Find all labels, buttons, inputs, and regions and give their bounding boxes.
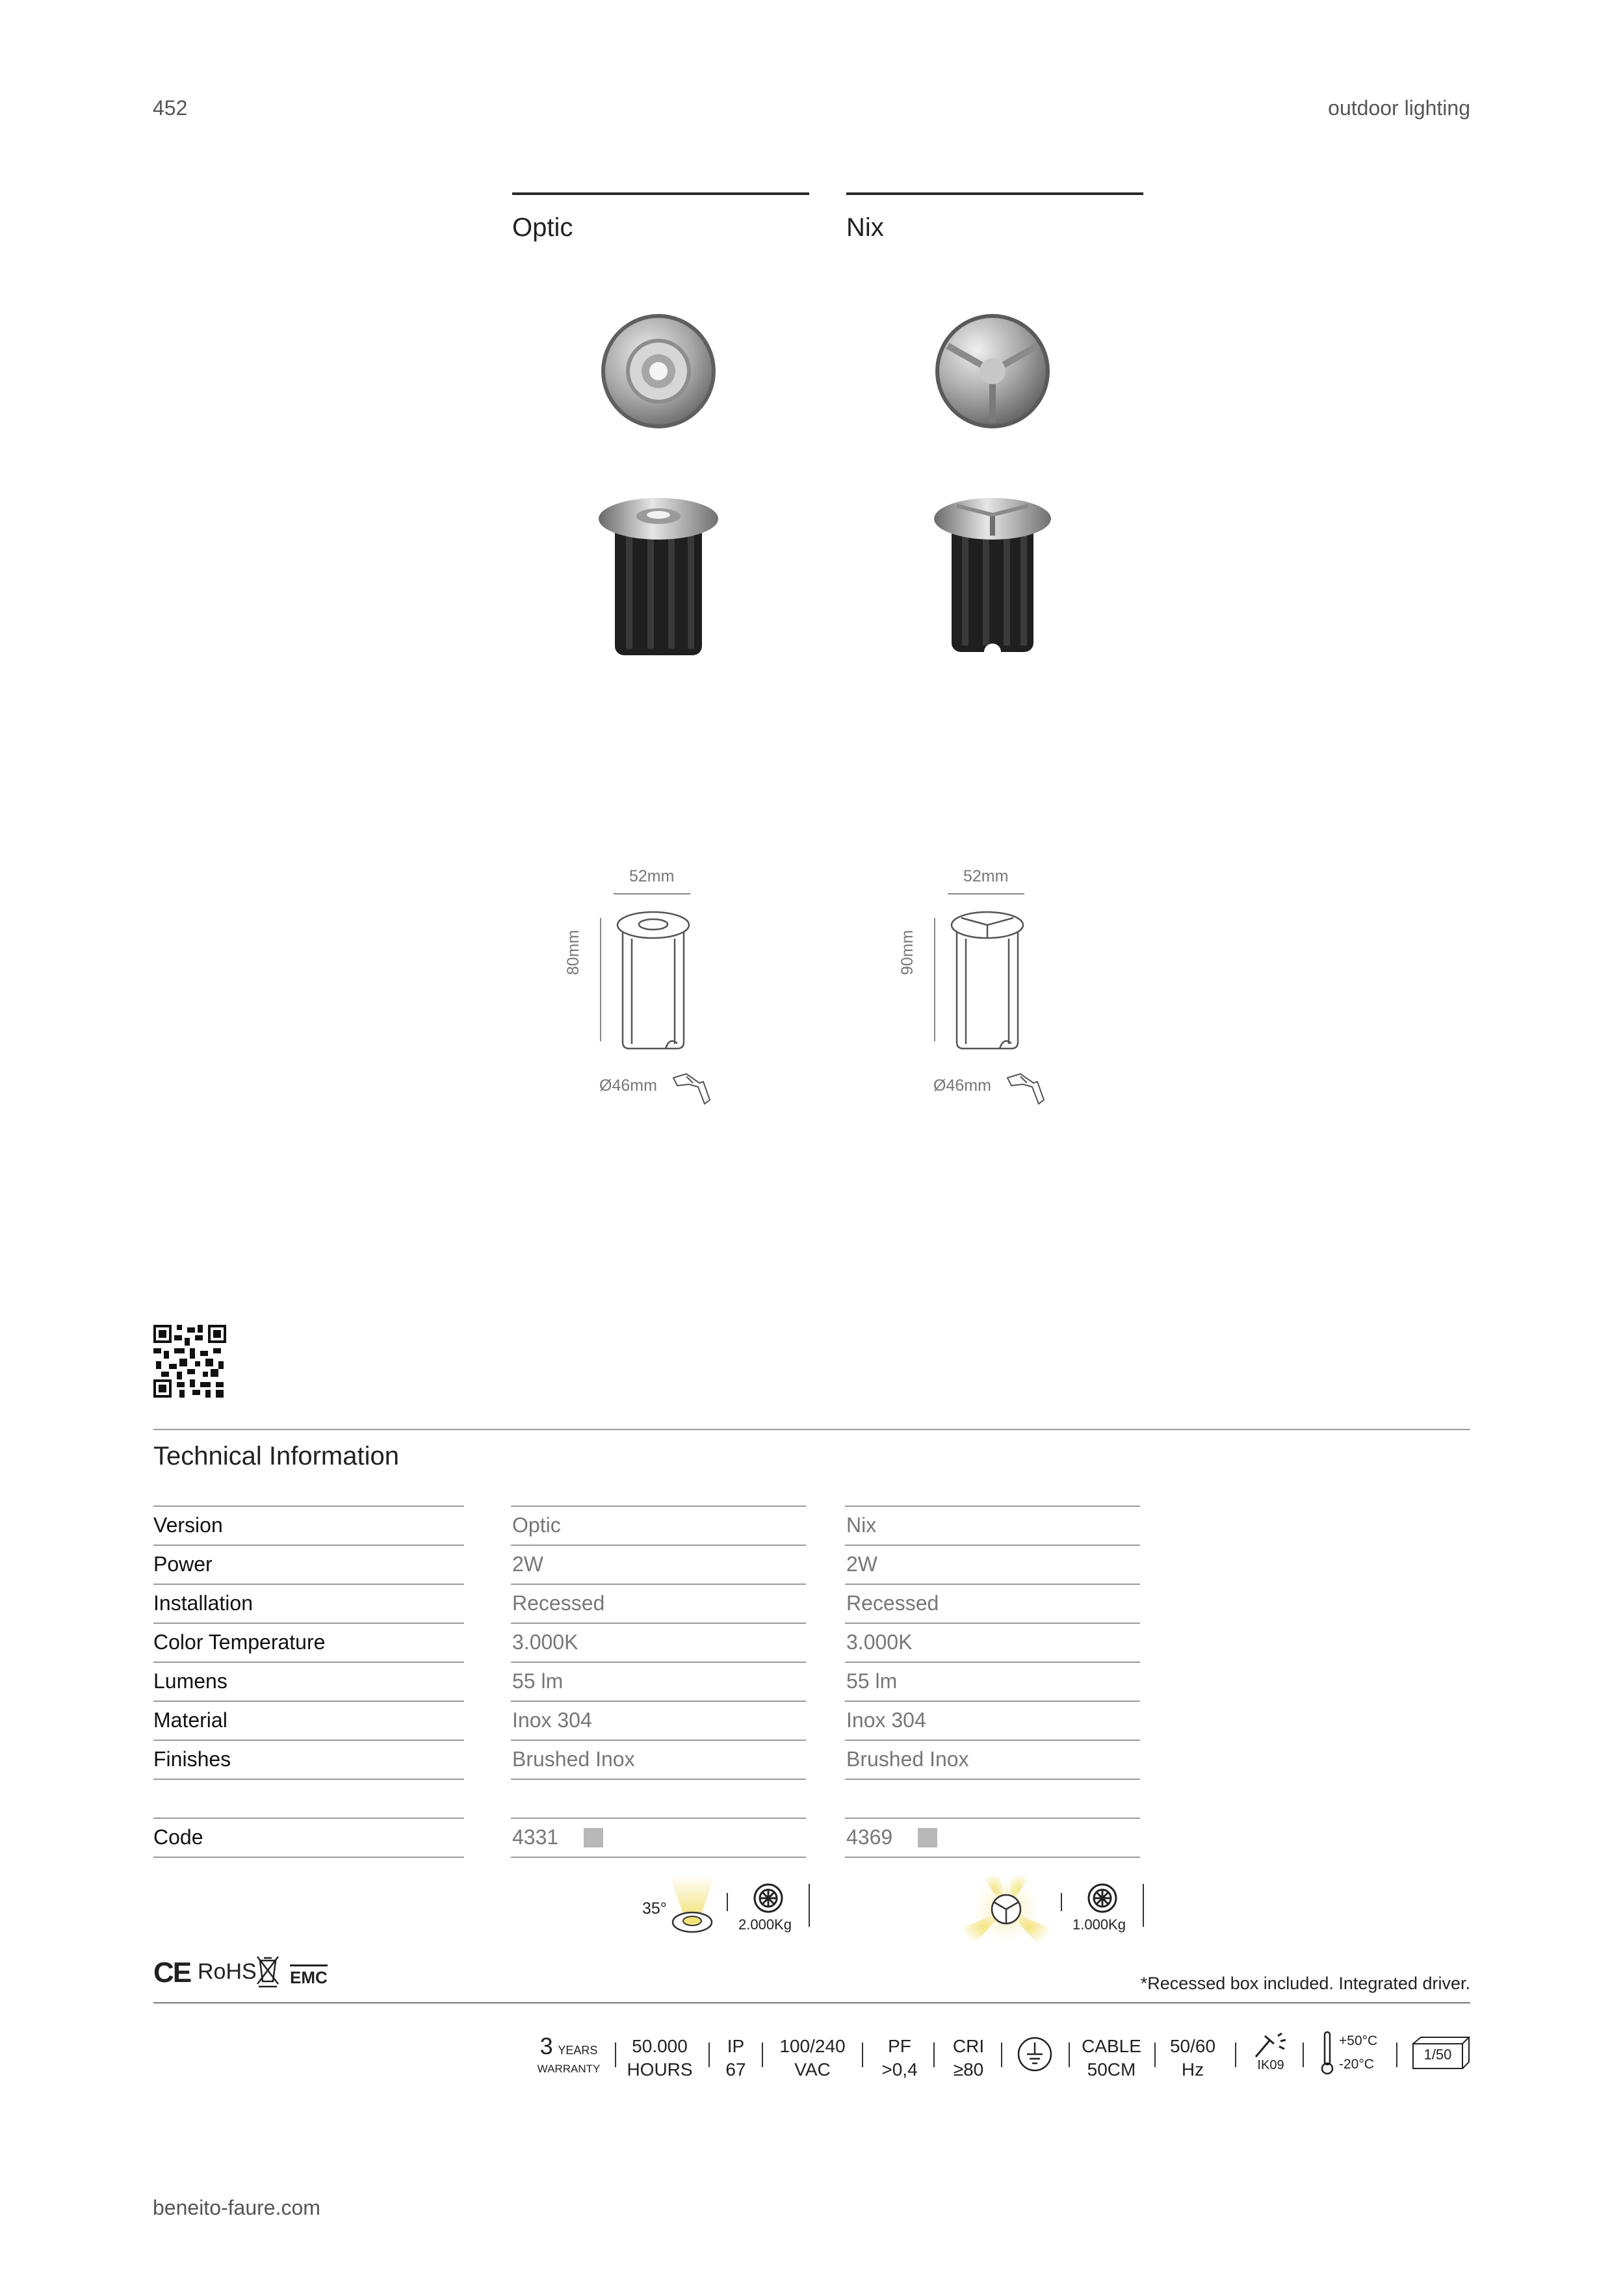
table-rule — [511, 1818, 806, 1819]
voltage-value: 100/240 — [779, 2036, 846, 2056]
cri-spec — [942, 2035, 994, 2081]
hours-value: 50.000 — [632, 2036, 688, 2056]
ip-spec — [716, 2035, 755, 2081]
hours-unit: HOURS — [627, 2059, 693, 2080]
table-rule — [153, 1779, 464, 1780]
ground-icon — [1017, 2036, 1053, 2072]
nix-code: 4369 — [846, 1825, 893, 1849]
label-version: Version — [153, 1513, 223, 1537]
optic-top-view-image — [599, 312, 718, 430]
cri-label: CRI — [952, 2036, 985, 2056]
tech-section-rule — [153, 1429, 1470, 1430]
optic-load-icon — [753, 1883, 784, 1914]
separator — [809, 1884, 810, 1927]
table-rule — [845, 1818, 1140, 1819]
optic-heading-rule — [512, 192, 809, 195]
optic-dimension-drawing — [611, 909, 695, 1058]
package-spec — [1410, 2035, 1470, 2071]
warranty-years: YEARS — [558, 2044, 598, 2057]
temp-high: +50°C — [1339, 2033, 1378, 2048]
package-value: 1/50 — [1423, 2046, 1452, 2063]
table-rule — [153, 1584, 464, 1585]
nix-color-temperature: 3.000K — [846, 1630, 913, 1654]
table-rule — [511, 1662, 806, 1663]
voltage-spec — [773, 2035, 851, 2081]
emc-mark: EMC — [290, 1964, 328, 1988]
label-installation: Installation — [153, 1591, 253, 1615]
nix-finish-swatch — [918, 1828, 937, 1847]
thermometer-icon — [1319, 2031, 1335, 2075]
nix-load-icon — [1087, 1883, 1118, 1914]
nix-version: Nix — [846, 1513, 877, 1537]
optic-width-label: 52mm — [629, 867, 675, 885]
optic-finishes: Brushed Inox — [512, 1747, 635, 1771]
table-rule — [845, 1779, 1140, 1780]
separator — [727, 1893, 728, 1911]
warranty-spec — [533, 2035, 604, 2076]
nix-heading: Nix — [846, 213, 884, 242]
separator — [1001, 2042, 1002, 2067]
table-rule — [153, 1857, 464, 1858]
optic-load-label: 2.000Kg — [738, 1916, 792, 1933]
warranty-number: 3 — [539, 2033, 553, 2059]
nix-install-icon — [1004, 1071, 1050, 1108]
note-text: *Recessed box included. Integrated driver. — [1140, 1974, 1470, 1993]
label-power: Power — [153, 1552, 213, 1576]
table-rule — [845, 1506, 1140, 1507]
table-rule — [845, 1662, 1140, 1663]
optic-heading: Optic — [512, 213, 573, 242]
optic-install-icon — [669, 1071, 716, 1108]
cable-value: 50CM — [1087, 2059, 1136, 2080]
optic-side-view-image — [597, 493, 720, 662]
separator — [1143, 1884, 1144, 1927]
tech-section-title: Technical Information — [153, 1442, 399, 1470]
nix-material: Inox 304 — [846, 1708, 926, 1732]
optic-height-label: 80mm — [564, 930, 582, 975]
optic-height-line — [600, 918, 601, 1041]
table-rule — [511, 1506, 806, 1507]
weee-bin-icon — [255, 1954, 281, 1988]
ik-value: IK09 — [1257, 2058, 1284, 2072]
label-code: Code — [153, 1825, 203, 1849]
rohs-mark: RoHS — [198, 1959, 257, 1984]
nix-lumens: 55 lm — [846, 1669, 898, 1693]
label-finishes: Finishes — [153, 1747, 231, 1771]
separator — [708, 2042, 710, 2067]
table-rule — [153, 1506, 464, 1507]
table-rule — [153, 1818, 464, 1819]
frequency-spec — [1163, 2035, 1222, 2081]
table-rule — [845, 1701, 1140, 1702]
table-rule — [153, 1623, 464, 1624]
table-rule — [153, 1740, 464, 1741]
label-color-temperature: Color Temperature — [153, 1630, 326, 1654]
optic-version: Optic — [512, 1513, 561, 1537]
hours-spec — [624, 2035, 695, 2081]
nix-side-view-image — [931, 493, 1054, 662]
voltage-unit: VAC — [794, 2059, 831, 2080]
page-category: outdoor lighting — [1328, 96, 1470, 120]
temp-low: -20°C — [1339, 2057, 1374, 2072]
warranty-label: WARRANTY — [537, 2063, 601, 2075]
frequency-value: 50/60 — [1169, 2036, 1216, 2056]
nix-width-line — [948, 893, 1024, 894]
ip-label: IP — [727, 2036, 745, 2056]
footer-spec-rule — [153, 2002, 1470, 2003]
nix-beam-icon — [961, 1873, 1052, 1945]
cable-label: CABLE — [1082, 2036, 1141, 2056]
cri-value: ≥80 — [953, 2059, 984, 2080]
optic-beam-angle: 35° — [642, 1899, 667, 1918]
separator — [615, 2042, 616, 2067]
table-rule — [153, 1662, 464, 1663]
qr-code[interactable] — [153, 1325, 226, 1398]
table-rule — [845, 1623, 1140, 1624]
pf-value: >0,4 — [881, 2059, 918, 2080]
nix-height-line — [934, 918, 935, 1041]
optic-material: Inox 304 — [512, 1708, 592, 1732]
table-rule — [845, 1857, 1140, 1858]
nix-installation: Recessed — [846, 1591, 939, 1615]
separator — [862, 2042, 863, 2067]
separator — [1061, 1893, 1062, 1911]
optic-lumens: 55 lm — [512, 1669, 564, 1693]
separator — [1396, 2042, 1397, 2067]
nix-diameter-label: Ø46mm — [933, 1076, 991, 1095]
frequency-unit: Hz — [1181, 2059, 1204, 2080]
separator — [933, 2042, 935, 2067]
separator — [1303, 2042, 1304, 2067]
nix-width-label: 52mm — [963, 867, 1009, 885]
table-rule — [845, 1584, 1140, 1585]
table-rule — [511, 1779, 806, 1780]
table-rule — [845, 1545, 1140, 1546]
nix-top-view-image — [933, 312, 1052, 430]
table-rule — [153, 1545, 464, 1546]
ip-value: 67 — [725, 2059, 746, 2080]
label-material: Material — [153, 1708, 227, 1732]
footer-url[interactable]: beneito-faure.com — [153, 2196, 320, 2219]
nix-dimension-drawing — [945, 909, 1030, 1058]
nix-height-label: 90mm — [898, 930, 916, 975]
optic-power: 2W — [512, 1552, 543, 1576]
table-rule — [153, 1701, 464, 1702]
optic-installation: Recessed — [512, 1591, 605, 1615]
page-number: 452 — [153, 96, 188, 120]
table-rule — [511, 1701, 806, 1702]
separator — [1154, 2042, 1156, 2067]
table-rule — [845, 1740, 1140, 1741]
nix-finishes: Brushed Inox — [846, 1747, 969, 1771]
table-rule — [511, 1584, 806, 1585]
separator — [1069, 2042, 1070, 2067]
ik-spec — [1248, 2031, 1293, 2076]
cable-spec — [1079, 2035, 1144, 2081]
hammer-icon — [1251, 2032, 1290, 2058]
pf-label: PF — [888, 2036, 911, 2056]
table-rule — [511, 1857, 806, 1858]
separator — [1235, 2042, 1236, 2067]
nix-power: 2W — [846, 1552, 877, 1576]
table-rule — [511, 1740, 806, 1741]
table-rule — [511, 1623, 806, 1624]
ce-mark: CE — [153, 1957, 191, 1989]
optic-color-temperature: 3.000K — [512, 1630, 578, 1654]
nix-load-label: 1.000Kg — [1072, 1916, 1126, 1933]
table-rule — [511, 1545, 806, 1546]
optic-beam-icon — [663, 1875, 721, 1937]
optic-width-line — [614, 893, 690, 894]
nix-heading-rule — [846, 192, 1143, 195]
temperature-spec — [1319, 2031, 1391, 2076]
optic-finish-swatch — [584, 1828, 603, 1847]
label-lumens: Lumens — [153, 1669, 227, 1693]
optic-code: 4331 — [512, 1825, 559, 1849]
pf-spec — [874, 2035, 926, 2081]
optic-diameter-label: Ø46mm — [599, 1076, 657, 1095]
separator — [762, 2042, 763, 2067]
